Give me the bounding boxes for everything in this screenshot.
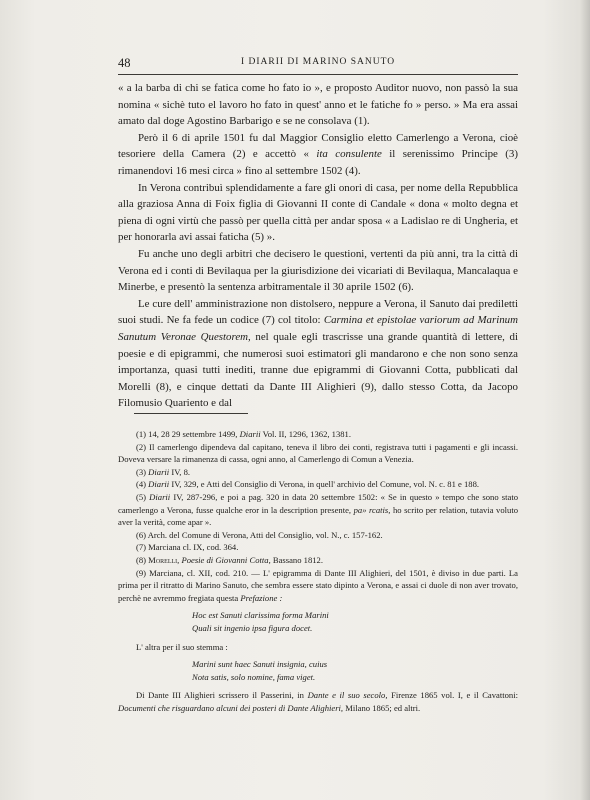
footnote-2: (2) Il camerlengo dipendeva dal capitano, teneva il libro dei conti, registrava tutti i pagamenti e gli incassi. Doveva versare la rimanenza di cassa, ogni anno, al Camerlengo di Comun a Venezia. bbox=[118, 441, 518, 465]
epigram-verse-1 bbox=[192, 609, 518, 634]
footnote-9 bbox=[118, 567, 518, 605]
footnote-4 bbox=[118, 478, 518, 491]
footnote-5 bbox=[118, 491, 518, 529]
footnote-4-text-b: IV, 329, e Atti del Consiglio di Verona, in quell' archivio del Comune, vol. N. c. 81 e 188. bbox=[169, 479, 480, 490]
footnote-3-text-b: IV, 8. bbox=[169, 466, 191, 477]
final-italic-1: Dante e il suo secolo, bbox=[307, 690, 388, 701]
footnote-5-text-c: ho scrito per relation, tutavia voluto aver la verità, come apar ». bbox=[118, 504, 518, 528]
footnote-4-italic: Diarii bbox=[148, 479, 170, 490]
footnote-9-italic: Prefazione : bbox=[240, 592, 283, 603]
paragraph-2-italic: ita consulente bbox=[316, 148, 382, 161]
paragraph-5-text-b: nel quale egli trascrisse una grande quantità di lettere, di poesie e di epigrammi, che numerosi suoi estimatori gli mandarono e che non sono senza importanza, quasi tutti inediti, tranne due epigrammi di Giovanni Cotta, pubblicati dal Morelli (8), e cinque dettati da Dante III Alighieri (9), dallo stesso Cotta, da Jacopo Filomusio Quariento e dal bbox=[118, 330, 518, 410]
footnotes bbox=[118, 428, 518, 714]
paragraph-4: Fu anche uno degli arbitri che decisero le questioni, vertenti da più anni, tra la città di Verona ed i conti di Bevilaqua per la giurisdizione dei vicariati di Bevilaqua, Mancalaqua e Minerbe, e presentò la sentenza arbitramentale il 30 aprile 1502 (6). bbox=[118, 247, 518, 294]
footnote-rule bbox=[134, 413, 248, 414]
epigram-verse-2-line-2: Nota satis, solo nomine, fama viget. bbox=[192, 671, 316, 682]
footnote-5-italic: Diarii bbox=[149, 491, 171, 502]
footnote-5-text-b: IV, 287-296, e poi a pag. 320 in data 20 settembre 1502: « Se in questo » tempo che sono stato camerlengo a Verona, fusse qualche eror in la description presente, bbox=[118, 491, 518, 515]
paragraph-3: In Verona contribuì splendidamente a fare gli onori di casa, per nome della Repubblica alla graziosa Anna di Foix figlia di Giovanni II conte di Candale « dona « molto degna et piena di ogni virtù che passò per quella città per andar sposa « a Ladislao re di Ungheria, et per honorarla avi assai faticha (5) ». bbox=[118, 181, 518, 244]
footnote-9-text-a: (9) Marciana, cl. XII, cod. 210. — L' epigramma di Dante III Alighieri, del 1501, è diviso in due parti. La prima per il ritratto di Marino Sanuto, che sembra essere stato dipinto a Verona, e assai ci duole di non aver trovato, perchè ne avremmo fregiata questa bbox=[118, 567, 518, 603]
footnote-8-italic: Poesie di Giovanni Cotta bbox=[181, 554, 269, 565]
footnote-5-italic-2: pa» rcatis, bbox=[353, 504, 391, 515]
footnote-3 bbox=[118, 466, 518, 479]
stemma-line: L' altra per il suo stemma : bbox=[136, 641, 228, 652]
footnote-1-text-b: Vol. II, 1296, 1362, 1381. bbox=[260, 429, 352, 439]
footnote-1-italic: Diarii bbox=[239, 429, 261, 439]
page-header bbox=[118, 56, 518, 72]
page-spine-shadow bbox=[580, 0, 590, 800]
final-text-c: Milano 1865; ed altri. bbox=[343, 702, 421, 713]
paragraph-5-italic: Carmina et epistolae variorum ad Marinum Sanutum Veronae Questorem, bbox=[118, 314, 518, 343]
epigram-verse-1-line-2: Quali sit ingenio ipsa figura docet. bbox=[192, 622, 313, 633]
footnote-8-text-a: (8) bbox=[136, 554, 149, 565]
footnote-1 bbox=[118, 428, 518, 441]
final-italic-2: Documenti che risguardano alcuni dei posteri di Dante Alighieri, bbox=[118, 702, 344, 713]
paragraph-2 bbox=[118, 130, 518, 180]
paragraph-1: « a la barba di chi se fatica come ho fato io », e proposto Auditor nuovo, non passò la sua nomina « sichè tuto el lavoro ho fato in quest' anno et le fatiche fo » perso. » Ma era assai amato dal doge Agostino Barbarigo e se ne consolava (1). bbox=[118, 82, 518, 128]
footnote-final-paragraph bbox=[118, 689, 518, 714]
running-title: I DIARII DI MARINO SANUTO bbox=[240, 57, 396, 67]
paragraph-2-text-b: il serenissimo Principe (3) rimanendovi 16 mesi circa » fino al settembre 1502 (4). bbox=[118, 148, 519, 177]
epigram-verse-2 bbox=[192, 658, 518, 683]
final-text-a: Di Dante III Alighieri scrissero il Passerini, in bbox=[136, 690, 308, 701]
epigram-verse-1-line-1: Hoc est Sanuti clarissima forma Marini bbox=[192, 610, 329, 621]
footnote-3-text-a: (3) bbox=[136, 466, 149, 477]
footnote-8: (8) Morelli, Poesie di Giovanni Cotta, Bassano 1812. bbox=[136, 554, 324, 565]
footnote-4-text-a: (4) bbox=[136, 479, 149, 490]
footnote-8-author: Morelli bbox=[148, 554, 178, 565]
footnote-6: (6) Arch. del Comune di Verona, Atti del Consiglio, vol. N., c. 157-162. bbox=[136, 529, 383, 540]
footnote-8-text-b: , Bassano 1812. bbox=[268, 554, 324, 565]
footnote-7: (7) Marciana cl. IX, cod. 364. bbox=[136, 542, 239, 553]
footnote-1-text-a: (1) 14, 28 29 settembre 1499, bbox=[136, 429, 240, 439]
header-rule bbox=[118, 74, 518, 75]
footnote-5-text-a: (5) bbox=[136, 491, 150, 502]
epigram-verse-2-line-1: Marini sunt haec Sanuti insignia, cuius bbox=[192, 659, 328, 670]
paragraph-5 bbox=[118, 296, 518, 412]
footnote-3-italic: Diarii bbox=[148, 466, 170, 477]
main-text bbox=[118, 80, 518, 412]
paragraph-5-text-a: Le cure dell' amministrazione non distolsero, neppure a Verona, il Sanuto dai prediletti suoi studi. Ne fa fede un codice (7) col titolo: bbox=[118, 297, 518, 327]
paragraph-2-text-a: Però il 6 di aprile 1501 fu dal Maggior Consiglio eletto Camerlengo a Verona, cioè tesoriere della Camera (2) e accettò « bbox=[118, 131, 518, 161]
final-text-b: Firenze 1865 vol. I, e il Cavattoni: bbox=[387, 690, 519, 701]
page-number: 48 bbox=[118, 56, 131, 70]
